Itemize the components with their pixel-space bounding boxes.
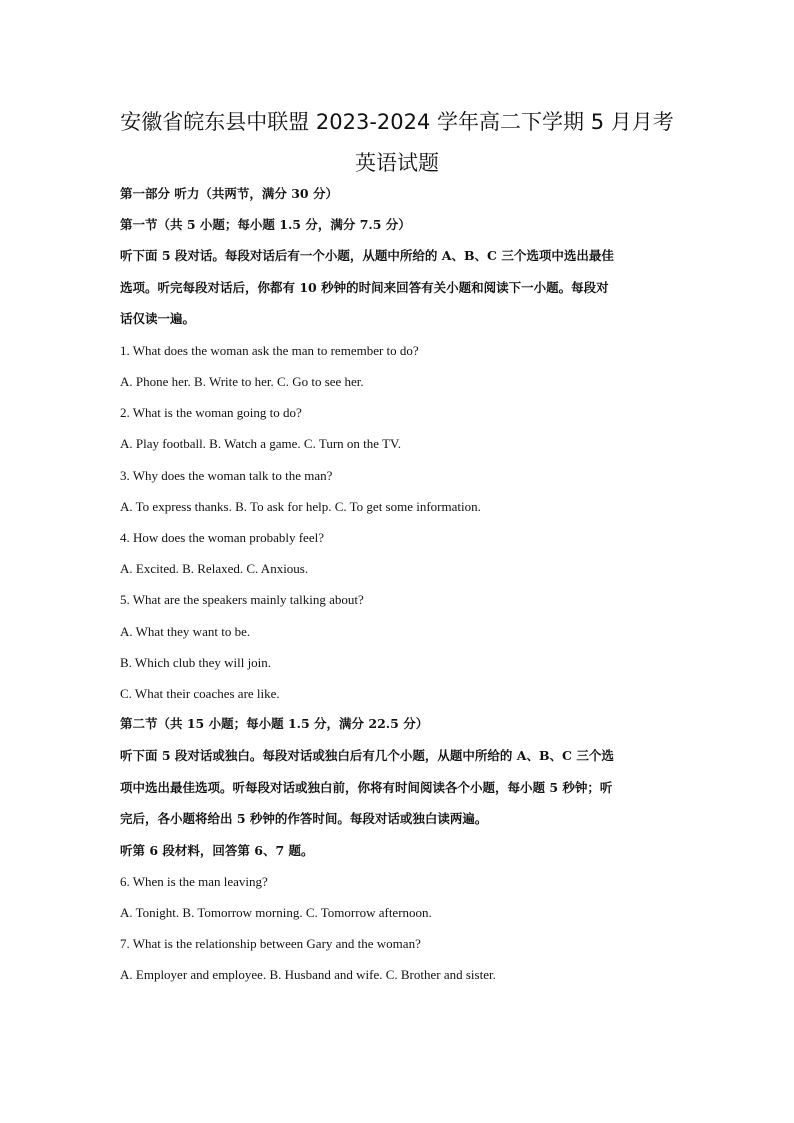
section-heading-1: 第一节（共 5 小题；每小题 1.5 分，满分 7.5 分）	[120, 217, 411, 232]
answer-options: A. To express thanks. B. To ask for help. C. To get some information.	[120, 499, 481, 514]
question-text: 2. What is the woman going to do?	[120, 405, 302, 420]
answer-options: A. Excited. B. Relaxed. C. Anxious.	[120, 561, 309, 576]
section-heading-part1: 第一部分 听力（共两节，满分 30 分）	[120, 186, 338, 201]
answer-option: B. Which club they will join.	[120, 655, 272, 670]
document-subtitle: 英语试题	[355, 151, 439, 175]
answer-option: C. What their coaches are like.	[120, 686, 280, 701]
answer-option: A. What they want to be.	[120, 624, 251, 639]
instruction-line: 选项。听完每段对话后，你都有 10 秒钟的时间来回答有关小题和阅读下一小题。每段对	[120, 280, 609, 295]
material-heading: 听第 6 段材料，回答第 6、7 题。	[120, 843, 314, 858]
answer-options: A. Tonight. B. Tomorrow morning. C. Tomorrow afternoon.	[120, 905, 432, 920]
instruction-line: 完后，各小题将给出 5 秒钟的作答时间。每段对话或独白读两遍。	[120, 811, 488, 826]
instruction-line: 项中选出最佳选项。听每段对话或独白前，你将有时间阅读各个小题，每小题 5 秒钟；听	[120, 780, 613, 795]
document-title: 安徽省皖东县中联盟 2023-2024 学年高二下学期 5 月月考	[120, 110, 674, 134]
instruction-line: 听下面 5 段对话或独白。每段对话或独白后有几个小题，从题中所给的 A、B、C 三个选	[120, 748, 614, 763]
answer-options: A. Employer and employee. B. Husband and wife. C. Brother and sister.	[120, 967, 496, 982]
answer-options: A. Play football. B. Watch a game. C. Turn on the TV.	[120, 436, 401, 451]
answer-options: A. Phone her. B. Write to her. C. Go to see her.	[120, 374, 364, 389]
question-text: 6. When is the man leaving?	[120, 874, 268, 889]
section-heading-2: 第二节（共 15 小题；每小题 1.5 分，满分 22.5 分）	[120, 716, 429, 731]
instruction-line: 听下面 5 段对话。每段对话后有一个小题，从题中所给的 A、B、C 三个选项中选出最佳	[120, 248, 614, 263]
question-text: 5. What are the speakers mainly talking about?	[120, 592, 364, 607]
instruction-line: 话仅读一遍。	[120, 311, 196, 326]
question-text: 3. Why does the woman talk to the man?	[120, 468, 333, 483]
question-text: 4. How does the woman probably feel?	[120, 530, 324, 545]
question-text: 1. What does the woman ask the man to remember to do?	[120, 343, 419, 358]
question-text: 7. What is the relationship between Gary and the woman?	[120, 936, 421, 951]
